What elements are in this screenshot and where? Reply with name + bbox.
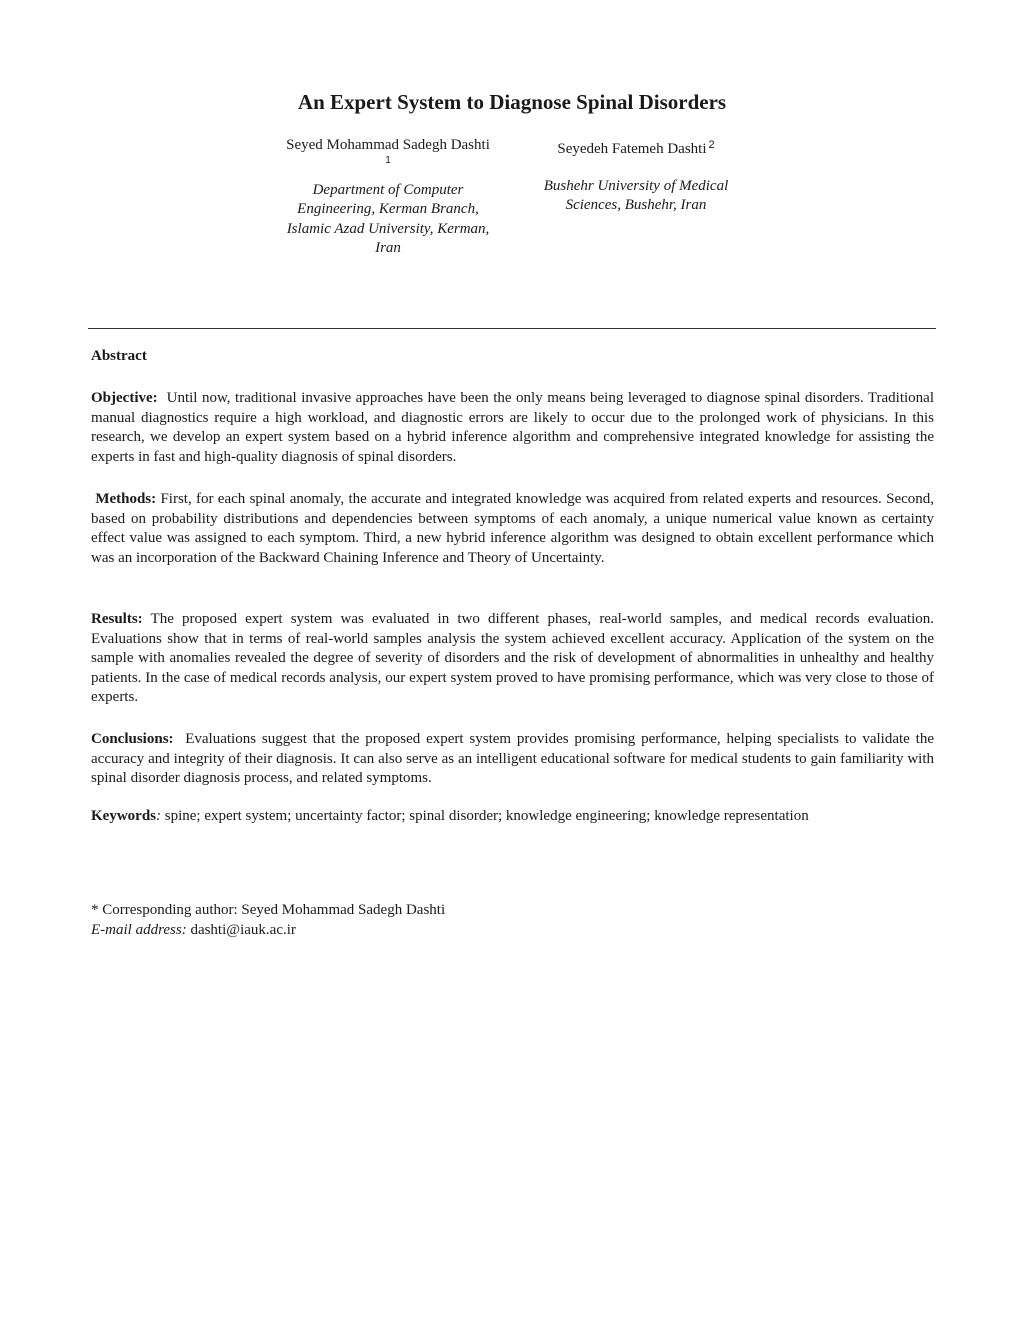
affiliation-line: Bushehr University of Medical [543, 177, 729, 194]
objective-text: Until now, traditional invasive approaches have been the only means being leveraged to diagnose spinal disorders. Traditional manual diagnostics require a high workload, and diagnostic errors are likely to occur due to the prolonged work of physicians. In this research, we develop an expert system based on a hybrid inference algorithm and comprehensive integrated knowledge for assisting the experts in fast and high-quality diagnosis of spinal disorders. [91, 390, 934, 465]
keywords-text: spine; expert system; uncertainty factor; spinal disorder; knowledge engineering; knowledge representation [164, 808, 809, 824]
keywords-colon: : [156, 808, 161, 824]
affiliation-line: Iran [375, 240, 401, 256]
author-name-2 [516, 136, 756, 160]
abstract-heading: Abstract [91, 348, 147, 364]
methods-label: Methods: [95, 491, 157, 507]
affiliation-line: Islamic Azad University, Kerman, [286, 220, 490, 237]
author-sup-1: 1 [385, 154, 391, 166]
results-label: Results: [91, 611, 143, 627]
correspondence-footnote [91, 901, 445, 940]
abstract-methods [91, 490, 934, 568]
email-label: E-mail address: [91, 921, 187, 938]
abstract-results [91, 610, 934, 708]
author-block-1 [268, 136, 508, 259]
author-affiliation-1 [268, 181, 508, 259]
section-divider [88, 328, 936, 329]
affiliation-line: Engineering, Kerman Branch, [297, 201, 479, 217]
keywords-label: Keywords [91, 808, 156, 824]
author-name-2-text: Seyedeh Fatemeh Dashti [557, 141, 707, 157]
author-sup-2: 2 [708, 139, 715, 151]
conclusions-label: Conclusions: [91, 731, 174, 747]
email-line [91, 921, 445, 941]
email-address[interactable]: dashti@iauk.ac.ir [190, 921, 296, 938]
results-text: The proposed expert system was evaluated in two different phases, real-world samples, and medical records evaluation. Evaluations show that in terms of real-world samples analysis the system achieved excellent accuracy. Application of the system on the sample with anomalies revealed the degree of severity of disorders and the risk of development of abnormalities in unhealthy and healthy patients. In the case of medical records analysis, our expert system proved to have promising performance, which was very close to those of experts. [91, 611, 934, 705]
abstract-keywords [91, 807, 934, 827]
objective-label: Objective: [91, 390, 158, 406]
abstract-conclusions [91, 730, 934, 789]
author-name-1: Seyed Mohammad Sadegh Dashti [286, 137, 490, 153]
corresponding-author: * Corresponding author: Seyed Mohammad Sadegh Dashti [91, 902, 446, 918]
methods-text: First, for each spinal anomaly, the accurate and integrated knowledge was acquired from related experts and resources. Second, based on probability distributions and dependencies between symptoms of each anomaly, a unique numerical value known as certainty effect value was assigned to each symptom. Third, a new hybrid inference algorithm was designed to obtain excellent performance which was an incorporation of the Backward Chaining Inference and Theory of Uncertainty. [91, 491, 935, 566]
author-block-2 [516, 136, 756, 216]
conclusions-text: Evaluations suggest that the proposed expert system provides promising performance, helping specialists to validate the accuracy and integrity of their diagnosis. It can also serve as an intelligent educational software for medical students to gain familiarity with spinal disorder diagnosis process, and related symptoms. [91, 731, 935, 786]
affiliation-line: Department of Computer [312, 181, 464, 198]
author-affiliation-2 [516, 177, 756, 216]
paper-title: An Expert System to Diagnose Spinal Disorders [297, 90, 727, 114]
affiliation-line: Sciences, Bushehr, Iran [565, 197, 707, 213]
abstract-objective [91, 389, 934, 467]
